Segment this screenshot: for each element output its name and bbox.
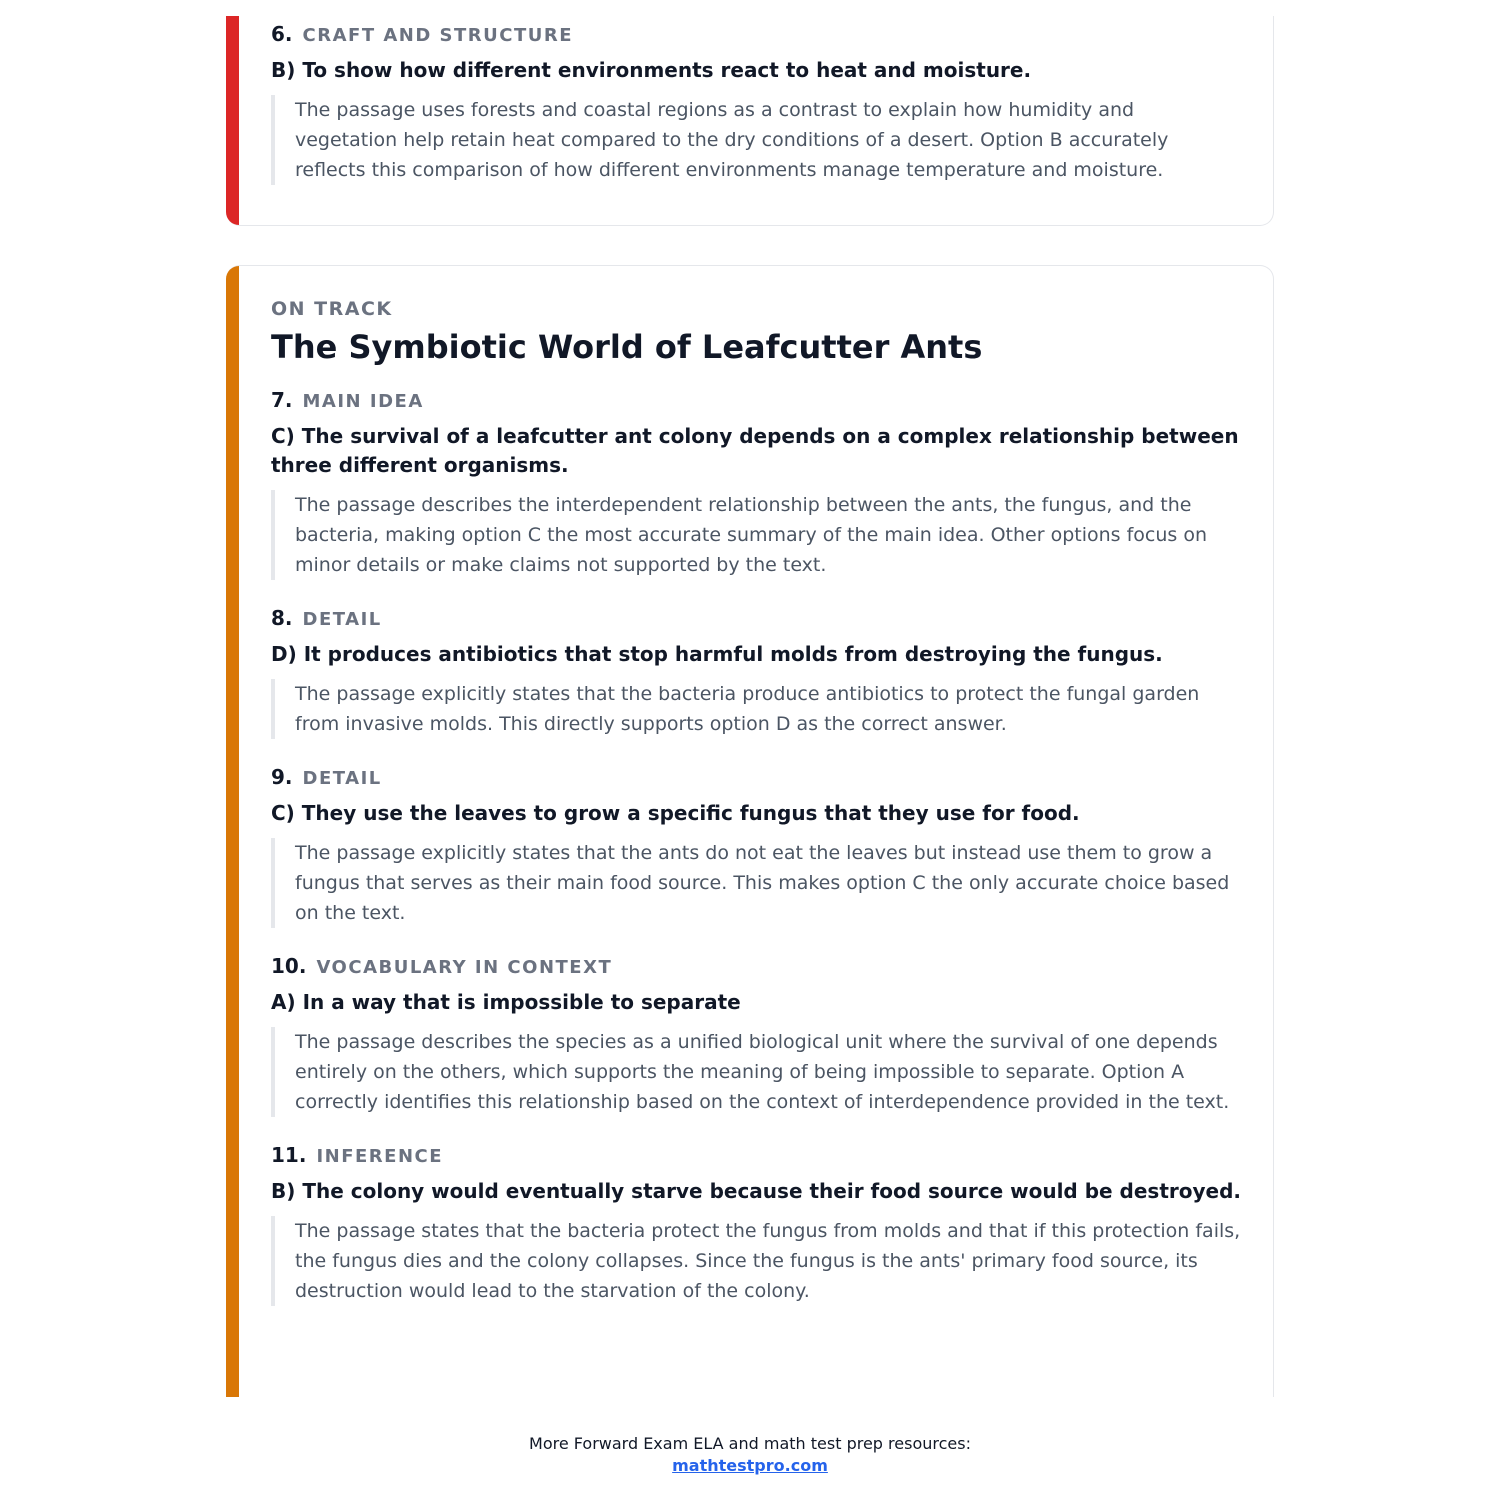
correct-answer: B) The colony would eventually starve because their food source would be destroyed. <box>271 1179 1242 1204</box>
question-category: DETAIL <box>302 609 382 631</box>
question-8 <box>271 606 1241 739</box>
question-header <box>271 606 1241 630</box>
question-number: 9. <box>271 765 293 790</box>
question-category: DETAIL <box>302 768 382 790</box>
answer-explanation: The passage explicitly states that the ants do not eat the leaves but instead use them to grow a fungus that serves as their main food source. This makes option C the only accurate choice based on the text. <box>271 838 1241 928</box>
question-category: INFERENCE <box>316 1146 444 1168</box>
correct-answer: A) In a way that is impossible to separate <box>271 990 741 1015</box>
correct-answer: B) To show how different environments react to heat and moisture. <box>271 58 1032 82</box>
question-number: 8. <box>271 606 293 631</box>
question-category: CRAFT AND STRUCTURE <box>302 25 574 46</box>
footer-link[interactable]: mathtestpro.com <box>672 1456 828 1475</box>
correct-answer: D) It produces antibiotics that stop harmful molds from destroying the fungus. <box>271 642 1163 667</box>
footer-text: More Forward Exam ELA and math test prep resources: <box>529 1434 971 1453</box>
question-10 <box>271 954 1241 1117</box>
question-header <box>271 388 1241 412</box>
question-category: VOCABULARY IN CONTEXT <box>316 957 613 979</box>
card-content <box>271 22 1241 211</box>
correct-answer: C) The survival of a leafcutter ant colony depends on a complex relationship between three different organisms. <box>271 424 1239 478</box>
question-11 <box>271 1143 1241 1306</box>
answer-explanation: The passage uses forests and coastal regions as a contrast to explain how humidity and vegetation help retain heat compared to the dry conditions of a desert. Option B accurately reflects this comparison of how different environments manage temperature and moisture. <box>271 95 1241 185</box>
answer-explanation: The passage states that the bacteria protect the fungus from molds and that if this protection fails, the fungus dies and the colony collapses. Since the fungus is the ants' primary food source, its destruction would lead to the starvation of the colony. <box>271 1216 1241 1306</box>
accent-bar-orange <box>226 266 239 1397</box>
question-number: 7. <box>271 388 293 413</box>
question-category: MAIN IDEA <box>302 391 424 413</box>
correct-answer: C) They use the leaves to grow a specific fungus that they use for food. <box>271 801 1080 826</box>
answer-explanation: The passage explicitly states that the bacteria produce antibiotics to protect the fungal garden from invasive molds. This directly supports option D as the correct answer. <box>271 679 1241 739</box>
answer-explanation: The passage describes the species as a unified biological unit where the survival of one depends entirely on the others, which supports the meaning of being impossible to separate. Option A correctly identifies this relationship based on the context of interdependence provided in the text. <box>271 1027 1241 1117</box>
question-header <box>271 765 1241 789</box>
question-number: 6. <box>271 22 293 46</box>
page-footer <box>0 1433 1500 1477</box>
question-7 <box>271 388 1241 580</box>
question-6 <box>271 22 1241 185</box>
section-label: ON TRACK <box>271 298 393 320</box>
answer-card-orange <box>226 265 1274 1397</box>
answer-explanation: The passage describes the interdependent relationship between the ants, the fungus, and the bacteria, making option C the most accurate summary of the main idea. Other options focus on minor details or make claims not supported by the text. <box>271 490 1241 580</box>
question-header <box>271 1143 1241 1167</box>
question-9 <box>271 765 1241 928</box>
answer-card-red <box>226 16 1274 226</box>
card-content <box>271 298 1241 1332</box>
accent-bar-red <box>226 16 239 225</box>
question-header <box>271 22 1241 46</box>
question-number: 11. <box>271 1143 307 1168</box>
question-number: 10. <box>271 954 307 979</box>
passage-title: The Symbiotic World of Leafcutter Ants <box>271 328 983 366</box>
question-header <box>271 954 1241 978</box>
